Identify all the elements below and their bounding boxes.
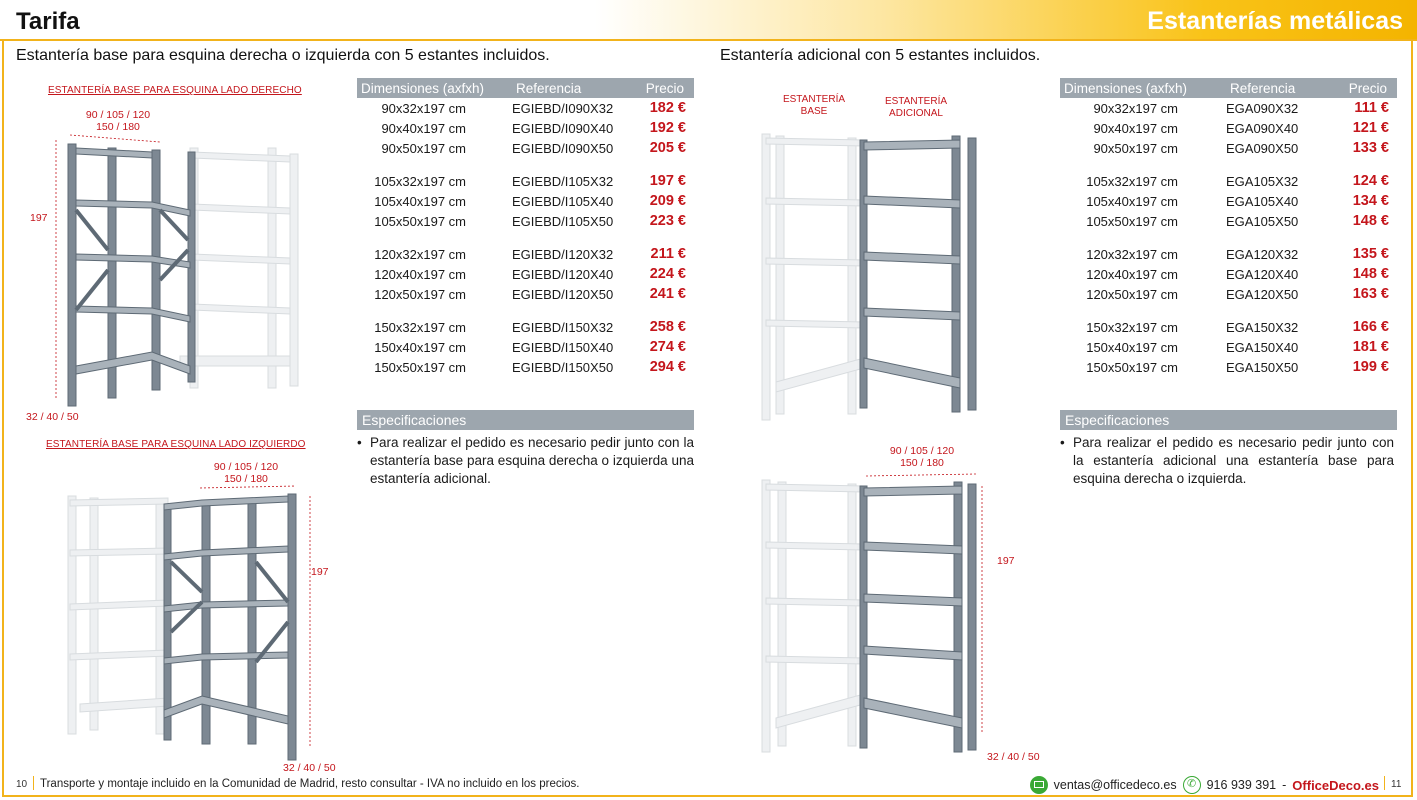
col-header-reference: Referencia [512,78,638,98]
cell-ref: EGIEBD/I120X32 [512,246,614,262]
right-price-table [1060,78,1397,377]
cell-dim: 105x32x197 cm [1086,173,1178,189]
cell-price: 274 € [649,339,686,355]
cell-dim: 105x40x197 cm [1086,193,1178,209]
illus2-width-dims-line2: 150 / 180 [224,473,268,485]
cell-price: 124 € [1352,173,1389,189]
cell-dim: 120x32x197 cm [1086,246,1178,262]
cell-ref: EGA120X50 [1226,286,1299,302]
table-row [1060,98,1397,118]
category-title: Estanterías metálicas [1147,7,1403,35]
cell-dim: 90x32x197 cm [1093,100,1178,116]
shelf-illustration-left-corner [60,482,330,767]
group-spacer [357,158,694,171]
cell-price: 209 € [649,193,686,209]
illus1-height-dim: 197 [30,212,48,224]
table-row [357,118,694,138]
table-row [1060,317,1397,337]
contact-phone[interactable]: 916 939 391 [1206,778,1277,792]
illus1-width-dims-line2: 150 / 180 [96,121,140,133]
cell-price: 134 € [1352,193,1389,209]
bullet-icon: • [357,435,362,450]
group-spacer [357,304,694,317]
cell-price: 182 € [649,100,686,116]
footer-divider-left [33,776,34,790]
table-row [357,337,694,357]
bullet-icon: • [1060,435,1065,450]
mail-icon [1030,776,1048,794]
tag-estanteria-base: ESTANTERÍA BASE [782,94,846,117]
illus4-width-dims-line1: 90 / 105 / 120 [889,445,955,457]
table-row [357,211,694,231]
illus1-depth-dims: 32 / 40 / 50 [26,411,79,423]
cell-ref: EGIEBD/I120X50 [512,286,614,302]
table-header-row [1060,78,1397,98]
table-row [357,171,694,191]
cell-price: 181 € [1352,339,1389,355]
table-row [357,317,694,337]
illus4-width-dims-line2: 150 / 180 [900,457,944,469]
table-row [1060,357,1397,377]
cell-ref: EGIEBD/I150X32 [512,319,614,335]
phone-icon: ✆ [1183,776,1201,794]
cell-price: 205 € [649,140,686,156]
table-row [1060,171,1397,191]
table-row [357,98,694,118]
page-number-left: 10 [16,779,28,790]
table-row [1060,138,1397,158]
illus2-height-dim: 197 [311,566,329,578]
cell-price: 223 € [649,213,686,229]
group-spacer [1060,231,1397,244]
cell-price: 224 € [649,266,686,282]
left-spec-text [357,434,694,488]
cell-dim: 105x50x197 cm [374,213,466,229]
cell-ref: EGA090X32 [1226,100,1299,116]
cell-dim: 150x50x197 cm [1086,359,1178,375]
illus4-depth-dims: 32 / 40 / 50 [987,751,1040,763]
cell-ref: EGIEBD/I105X32 [512,173,614,189]
cell-ref: EGIEBD/I105X40 [512,193,614,209]
cell-dim: 90x50x197 cm [1093,140,1178,156]
cell-price: 197 € [649,173,686,189]
right-spec-body: Para realizar el pedido es necesario pedir junto con la estantería adicional una estantería base para esquina derecha o izquierda. [1073,435,1394,486]
footer-divider-right [1384,776,1385,790]
top-banner [0,0,1417,41]
cell-ref: EGIEBD/I105X50 [512,213,614,229]
contact-email[interactable]: ventas@officedeco.es [1053,778,1177,792]
cell-price: 135 € [1352,246,1389,262]
cell-dim: 105x40x197 cm [374,193,466,209]
cell-ref: EGA090X40 [1226,120,1299,136]
table-row [1060,337,1397,357]
illus-right-corner-label: ESTANTERÍA BASE PARA ESQUINA LADO DERECHO [48,85,302,96]
footer-contact [1030,776,1379,794]
cell-ref: EGIEBD/I120X40 [512,266,614,282]
cell-dim: 120x50x197 cm [1086,286,1178,302]
illus-left-corner-label: ESTANTERÍA BASE PARA ESQUINA LADO IZQUIERDO [46,439,306,450]
cell-price: 241 € [649,286,686,302]
shelf-illustration-additional [756,466,991,758]
group-spacer [1060,158,1397,171]
left-spec-body: Para realizar el pedido es necesario pedir junto con la estantería base para esquina derecha o izquierda una estantería adicional. [370,435,694,486]
table-row [357,357,694,377]
cell-dim: 120x40x197 cm [1086,266,1178,282]
table-row [1060,191,1397,211]
footer-dash: - [1282,778,1287,792]
cell-dim: 150x32x197 cm [374,319,466,335]
cell-price: 148 € [1352,266,1389,282]
table-row [357,191,694,211]
cell-ref: EGIEBD/I090X32 [512,100,614,116]
cell-dim: 120x50x197 cm [374,286,466,302]
footer-note: Transporte y montaje incluido en la Comunidad de Madrid, resto consultar - IVA no incluido en los precios. [40,778,580,790]
cell-ref: EGIEBD/I150X40 [512,339,614,355]
cell-ref: EGIEBD/I090X50 [512,140,614,156]
left-spec-header: Especificaciones [357,410,694,430]
table-row [1060,211,1397,231]
right-spec-text [1060,434,1394,488]
group-spacer [357,231,694,244]
table-row [1060,244,1397,264]
cell-ref: EGA120X40 [1226,266,1299,282]
cell-price: 192 € [649,120,686,136]
cell-dim: 150x40x197 cm [1086,339,1178,355]
table-row [357,284,694,304]
table-row [1060,118,1397,138]
col-header-dimensions: Dimensiones (axfxh) [357,78,512,98]
illus2-depth-dims: 32 / 40 / 50 [283,762,336,774]
illus1-width-dims-line1: 90 / 105 / 120 [85,109,151,121]
col-header-price: Precio [638,78,694,98]
cell-dim: 120x32x197 cm [374,246,466,262]
cell-ref: EGA150X32 [1226,319,1299,335]
cell-price: 211 € [650,246,686,262]
table-row [1060,264,1397,284]
cell-ref: EGA120X32 [1226,246,1299,262]
cell-dim: 150x40x197 cm [374,339,466,355]
left-price-table [357,78,694,377]
cell-dim: 90x32x197 cm [381,100,466,116]
cell-dim: 150x32x197 cm [1086,319,1178,335]
cell-dim: 90x40x197 cm [1093,120,1178,136]
cell-ref: EGA105X50 [1226,213,1299,229]
cell-ref: EGA105X40 [1226,193,1299,209]
cell-price: 121 € [1352,120,1389,136]
cell-dim: 90x40x197 cm [381,120,466,136]
table-row [1060,284,1397,304]
tag-estanteria-adicional: ESTANTERÍA ADICIONAL [884,96,948,119]
cell-ref: EGA105X32 [1226,173,1299,189]
cell-dim: 90x50x197 cm [381,140,466,156]
brand-link[interactable]: OfficeDeco.es [1292,777,1379,793]
table-header-row [357,78,694,98]
cell-price: 258 € [649,319,686,335]
col-header-price: Precio [1344,78,1397,98]
table-row [357,138,694,158]
page-number-right: 11 [1391,779,1402,790]
col-header-reference: Referencia [1226,78,1344,98]
cell-price: 163 € [1352,286,1389,302]
cell-price: 166 € [1352,319,1389,335]
group-spacer [1060,304,1397,317]
left-section-title: Estantería base para esquina derecha o izquierda con 5 estantes incluidos. [16,47,550,64]
banner-rule [0,39,1417,41]
page-title: Tarifa [16,8,80,35]
cell-ref: EGA150X40 [1226,339,1299,355]
illus2-width-dims-line1: 90 / 105 / 120 [213,461,279,473]
cell-dim: 105x50x197 cm [1086,213,1178,229]
cell-ref: EGA090X50 [1226,140,1299,156]
cell-ref: EGIEBD/I090X40 [512,120,614,136]
cell-ref: EGIEBD/I150X50 [512,359,614,375]
shelf-illustration-right-corner [40,130,310,420]
table-row [357,264,694,284]
table-row [357,244,694,264]
cell-ref: EGA150X50 [1226,359,1299,375]
cell-price: 148 € [1352,213,1389,229]
cell-price: 294 € [649,359,686,375]
shelf-illustration-base-plus-additional [756,126,986,426]
cell-price: 111 € [1354,100,1389,116]
illus4-height-dim: 197 [997,555,1015,567]
cell-price: 133 € [1352,140,1389,156]
right-section-title: Estantería adicional con 5 estantes incluidos. [720,47,1041,64]
cell-price: 199 € [1352,359,1389,375]
col-header-dimensions: Dimensiones (axfxh) [1060,78,1226,98]
cell-dim: 150x50x197 cm [374,359,466,375]
right-spec-header: Especificaciones [1060,410,1397,430]
cell-dim: 120x40x197 cm [374,266,466,282]
cell-dim: 105x32x197 cm [374,173,466,189]
